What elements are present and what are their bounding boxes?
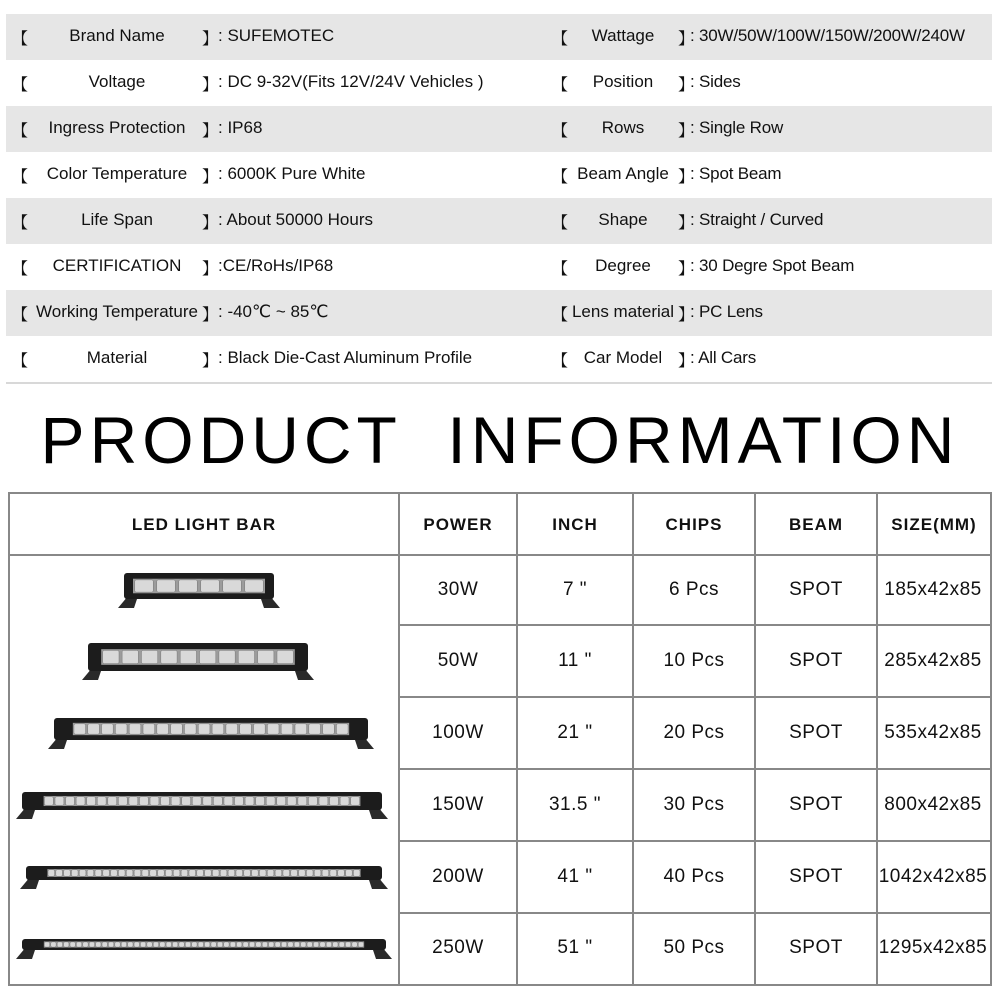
spec-row [6, 336, 992, 384]
spec-item [552, 244, 992, 290]
spec-row [6, 60, 992, 106]
bracket-open: 【 [552, 261, 569, 278]
bracket-open: 【 [552, 353, 569, 370]
bracket-close: 】 [202, 31, 219, 48]
bracket-open: 【 [12, 353, 29, 370]
cell-beam: SPOT [789, 722, 843, 743]
cell-chips: 10 Pcs [663, 650, 725, 671]
spec-row [6, 152, 992, 198]
cell-chips: 6 Pcs [668, 579, 720, 600]
bracket-close: 】 [678, 215, 695, 232]
bracket-close: 】 [202, 123, 219, 140]
spec-label: Color Temperature [46, 164, 188, 183]
cell-chips: 30 Pcs [663, 794, 725, 815]
spec-value: : 30 Degre Spot Beam [690, 256, 855, 275]
bracket-close: 】 [202, 307, 219, 324]
cell-power: 200W [432, 866, 484, 887]
spec-item [6, 60, 498, 106]
spec-value: : About 50000 Hours [218, 210, 374, 229]
cell-beam: SPOT [789, 866, 843, 887]
spec-label: Life Span [81, 210, 153, 229]
spec-item [6, 152, 498, 198]
cell-power: 250W [432, 937, 484, 958]
bracket-close: 】 [202, 77, 219, 94]
cell-beam: SPOT [789, 794, 843, 815]
bracket-open: 【 [552, 77, 569, 94]
bracket-close: 】 [678, 261, 695, 278]
cell-size: 800x42x85 [884, 794, 982, 815]
cell-power: 50W [437, 650, 479, 671]
spec-value: : 6000K Pure White [218, 164, 366, 183]
cell-size: 1042x42x85 [878, 866, 988, 887]
spec-item [552, 60, 992, 106]
cell-inch: 7 " [562, 579, 588, 600]
spec-item [6, 106, 498, 152]
bracket-close: 】 [202, 261, 219, 278]
spec-item [552, 106, 992, 152]
header-led-light-bar: LED LIGHT BAR [131, 515, 277, 534]
bracket-open: 【 [12, 77, 29, 94]
cell-beam: SPOT [789, 579, 843, 600]
spec-label: Position [592, 72, 654, 91]
header-inch: INCH [552, 515, 598, 534]
bracket-open: 【 [12, 169, 29, 186]
spec-row [6, 244, 992, 290]
spec-item [552, 198, 992, 244]
spec-value: : Straight / Curved [690, 210, 824, 229]
bracket-open: 【 [552, 123, 569, 140]
bracket-open: 【 [12, 31, 29, 48]
spec-item [552, 336, 992, 382]
bracket-open: 【 [12, 215, 29, 232]
spec-row [6, 106, 992, 152]
spec-table [6, 14, 992, 384]
spec-label: Rows [601, 118, 645, 137]
bracket-close: 】 [202, 215, 219, 232]
led-light-bar-image [12, 938, 396, 963]
spec-value: :CE/RoHs/IP68 [218, 256, 334, 275]
spec-item [552, 152, 992, 198]
cell-inch: 41 " [557, 866, 593, 887]
cell-chips: 50 Pcs [663, 937, 725, 958]
spec-value: : 30W/50W/100W/150W/200W/240W [690, 26, 965, 45]
spec-value: : SUFEMOTEC [218, 26, 335, 45]
header-power: POWER [423, 515, 493, 534]
led-light-bar-image [12, 791, 392, 823]
spec-item [552, 14, 992, 60]
spec-label: Shape [598, 210, 648, 229]
cell-beam: SPOT [789, 937, 843, 958]
bracket-open: 【 [552, 215, 569, 232]
cell-power: 30W [437, 579, 479, 600]
spec-label: Voltage [88, 72, 146, 91]
spec-item [6, 14, 498, 60]
spec-label: Wattage [591, 26, 655, 45]
led-light-bar-image [44, 717, 378, 753]
spec-value: : IP68 [218, 118, 263, 137]
bracket-close: 】 [678, 123, 695, 140]
spec-value: : -40℃ ~ 85℃ [218, 302, 329, 321]
cell-power: 100W [432, 722, 484, 743]
spec-value: : PC Lens [690, 302, 763, 321]
spec-value: : Black Die-Cast Aluminum Profile [218, 348, 473, 367]
bracket-open: 【 [12, 123, 29, 140]
bracket-close: 】 [202, 353, 219, 370]
bracket-close: 】 [678, 169, 695, 186]
spec-label: Lens material [571, 302, 675, 321]
bracket-close: 】 [678, 77, 695, 94]
cell-size: 535x42x85 [884, 722, 982, 743]
spec-item [6, 336, 498, 382]
bracket-open: 【 [552, 169, 569, 186]
led-light-bar-image [114, 572, 284, 612]
spec-value: : Spot Beam [690, 164, 782, 183]
cell-inch: 51 " [557, 937, 593, 958]
spec-item [6, 290, 498, 336]
spec-label: Car Model [583, 348, 663, 367]
spec-label: CERTIFICATION [52, 256, 182, 275]
cell-chips: 40 Pcs [663, 866, 725, 887]
spec-item [6, 198, 498, 244]
bracket-open: 【 [12, 261, 29, 278]
spec-label: Material [86, 348, 148, 367]
cell-inch: 21 " [557, 722, 593, 743]
bracket-open: 【 [12, 307, 29, 324]
header-chips: CHIPS [665, 515, 723, 534]
page-title: PRODUCT INFORMATION [40, 403, 960, 477]
spec-label: Working Temperature [36, 302, 198, 321]
bracket-open: 【 [552, 31, 569, 48]
product-table [8, 492, 992, 986]
cell-size: 285x42x85 [884, 650, 982, 671]
led-light-bar-image [16, 865, 392, 893]
bracket-close: 】 [678, 31, 695, 48]
spec-label: Beam Angle [577, 164, 669, 183]
cell-beam: SPOT [789, 650, 843, 671]
cell-chips: 20 Pcs [663, 722, 725, 743]
cell-inch: 31.5 " [548, 794, 601, 815]
header-size: SIZE(MM) [891, 515, 977, 534]
spec-row [6, 290, 992, 336]
spec-label: Degree [595, 256, 651, 275]
cell-size: 1295x42x85 [878, 937, 988, 958]
spec-label: Ingress Protection [48, 118, 186, 137]
bracket-close: 】 [678, 353, 695, 370]
cell-size: 185x42x85 [884, 579, 982, 600]
spec-item [552, 290, 992, 336]
cell-inch: 11 " [558, 650, 592, 671]
spec-label: Brand Name [69, 26, 165, 45]
spec-value: : Single Row [690, 118, 784, 137]
bracket-close: 】 [678, 307, 695, 324]
bracket-close: 】 [202, 169, 219, 186]
bracket-open: 【 [552, 307, 569, 324]
spec-row [6, 14, 992, 60]
spec-value: : All Cars [690, 348, 757, 367]
header-beam: BEAM [788, 515, 844, 534]
spec-value: : Sides [690, 72, 741, 91]
led-light-bar-image [78, 642, 318, 684]
spec-item [6, 244, 498, 290]
spec-value: : DC 9-32V(Fits 12V/24V Vehicles ) [218, 72, 484, 91]
cell-power: 150W [432, 794, 484, 815]
spec-row [6, 198, 992, 244]
